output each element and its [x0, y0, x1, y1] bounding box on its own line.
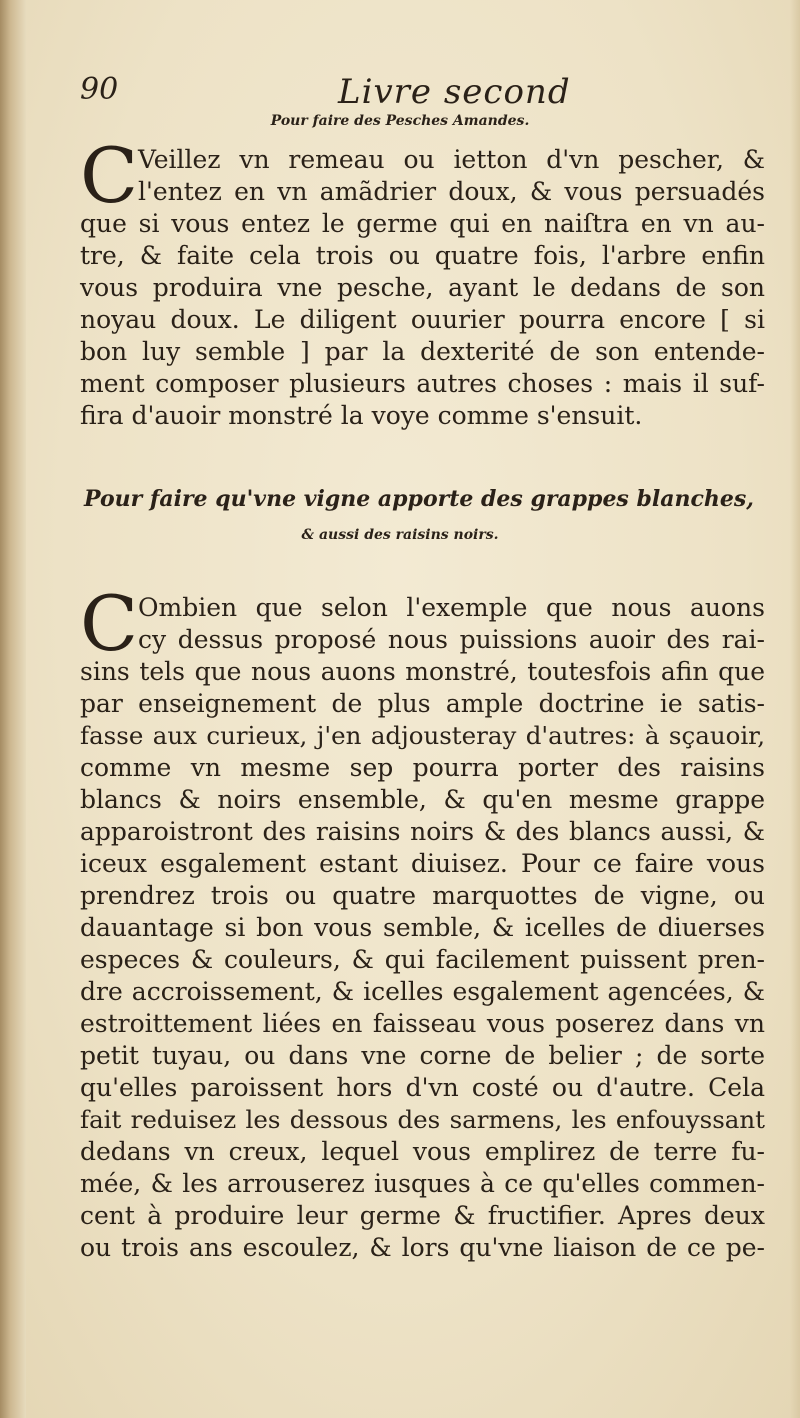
text-line: fasse aux curieux, j'en adjousteray d'autres: à sçauoir, — [80, 721, 765, 750]
text-line: bon luy semble ] par la dexterité de son entende- — [80, 337, 765, 366]
section-heading-vigne-line2: & aussi des raisins noirs. — [301, 527, 499, 543]
text-line: cy dessus proposé nous puissions auoir des rai- — [138, 625, 765, 654]
text-line: fira d'auoir monstré la voye comme s'ensuit. — [80, 401, 643, 430]
text-line: par enseignement de plus ample doctrine ie satis- — [80, 689, 765, 718]
text-line: ou trois ans escoulez, & lors qu'vne liaison de ce pe- — [80, 1233, 765, 1262]
page-header — [80, 72, 760, 112]
text-line: ment composer plusieurs autres choses : mais il suf- — [80, 369, 765, 398]
text-line: Ombien que selon l'exemple que nous auons — [138, 593, 765, 622]
text-line: dauantage si bon vous semble, & icelles de diuerses — [80, 913, 765, 942]
text-line: Veillez vn remeau ou ietton d'vn pescher, & — [138, 145, 765, 174]
text-line: especes & couleurs, & qui facilement puissent pren- — [80, 945, 765, 974]
text-line: que si vous entez le germe qui en naiſtra en vn au- — [80, 209, 765, 238]
text-line: dre accroissement, & icelles esgalement agencées, & — [80, 977, 765, 1006]
binding-gutter — [0, 0, 26, 1418]
text-line: qu'elles paroissent hors d'vn costé ou d'autre. Cela — [80, 1073, 765, 1102]
text-line: fait reduisez les dessous des sarmens, les enfouyssant — [80, 1105, 765, 1134]
text-line: comme vn mesme sep pourra porter des raisins — [80, 753, 765, 782]
text-line: blancs & noirs ensemble, & qu'en mesme grappe — [80, 785, 765, 814]
text-line: tre, & faite cela trois ou quatre fois, l'arbre enfin — [80, 241, 765, 270]
text-line: l'entez en vn amãdrier doux, & vous persuadés — [138, 177, 765, 206]
text-line: dedans vn creux, lequel vous emplirez de terre fu- — [80, 1137, 765, 1166]
text-line: cent à produire leur germe & fructifier. Apres deux — [80, 1201, 765, 1230]
paragraph-pesches — [80, 131, 765, 464]
page-number: 90 — [80, 72, 119, 107]
text-line: sins tels que nous auons monstré, toutesfois afin que — [80, 657, 765, 686]
page-edge — [790, 0, 800, 1418]
section-heading-vigne-line1: Pour faire qu'vne vigne apporte des grappes blanches, — [84, 486, 754, 512]
paragraph-vigne — [80, 579, 765, 1312]
running-title: Livre second — [338, 72, 571, 112]
drop-capital: C — [80, 131, 139, 220]
text-line: estroittement liées en faisseau vous poserez dans vn — [80, 1009, 765, 1038]
drop-capital: C — [80, 579, 139, 668]
text-line: mée, & les arrouserez iusques à ce qu'elles commen- — [80, 1169, 765, 1198]
text-line: prendrez trois ou quatre marquottes de vigne, ou — [80, 881, 765, 910]
text-line: vous produira vne pesche, ayant le dedans de son — [80, 273, 765, 302]
text-line: iceux esgalement estant diuisez. Pour ce faire vous — [80, 849, 765, 878]
text-line: petit tuyau, ou dans vne corne de belier ; de sorte — [80, 1041, 765, 1070]
text-line: noyau doux. Le diligent ouurier pourra encore [ si — [80, 305, 765, 334]
section-heading-pesches: Pour faire des Pesches Amandes. — [270, 113, 530, 129]
text-line: apparoistront des raisins noirs & des blancs aussi, & — [80, 817, 765, 846]
